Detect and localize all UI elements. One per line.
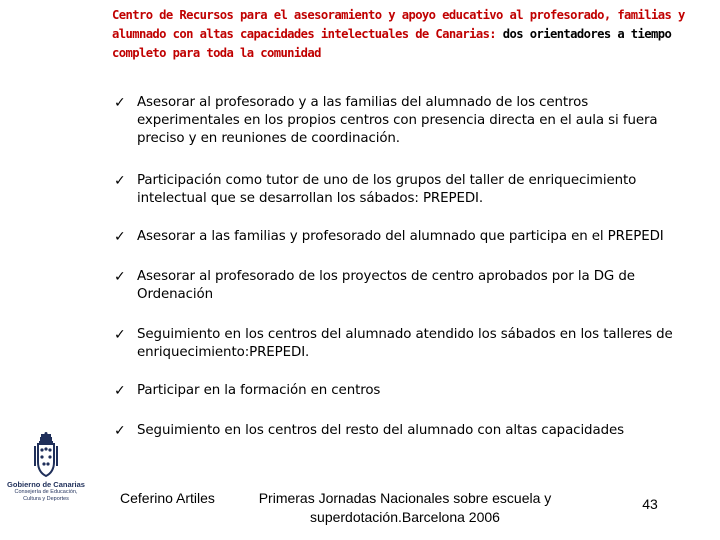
- sidebar: [0, 0, 95, 540]
- checkmark-icon: ✓: [114, 269, 126, 285]
- list-item-text: Seguimiento en los centros del alumnado atendido los sábados en los talleres de enriquecimiento:PREPEDI.: [137, 327, 673, 360]
- list-item-text: Participar en la formación en centros: [137, 383, 381, 398]
- logo-subtitle-line1: Consejería de Educación,: [14, 489, 78, 495]
- checkmark-icon: ✓: [114, 327, 126, 343]
- footer-event: [250, 489, 560, 527]
- coat-of-arms-icon: [33, 432, 59, 478]
- checkmark-icon: ✓: [114, 383, 126, 399]
- heading-red-text: Centro de Recursos para el asesoramiento y apoyo educativo al profesorado, familias y alumnado con altas capacidades intelectuales de Canarias:: [112, 8, 685, 41]
- checkmark-icon: ✓: [114, 95, 126, 111]
- page-number: 43: [642, 496, 658, 512]
- list-item-text: Participación como tutor de uno de los grupos del taller de enriquecimiento intelectual que se desarrollan los sábados: PREPEDI.: [137, 173, 637, 206]
- gobierno-canarias-logo: [4, 432, 88, 510]
- logo-subtitle-line2: Cultura y Deportes: [23, 496, 69, 502]
- checkmark-icon: ✓: [114, 173, 126, 189]
- heading-red-end-text: completo para toda la comunidad: [112, 46, 321, 60]
- list-item-text: Asesorar al profesorado y a las familias del alumnado de los centros experimentales en los propios centros con presencia directa en el aula si fuera preciso y en reuniones de coordinación.: [137, 95, 658, 146]
- list-item-text: Asesorar al profesorado de los proyectos de centro aprobados por la DG de Ordenación: [137, 269, 635, 302]
- heading-dark-text: dos orientadores a tiempo: [502, 27, 672, 41]
- slide-heading: [112, 6, 692, 63]
- footer-event-line1: Primeras Jornadas Nacionales sobre escuela y: [258, 490, 552, 506]
- checkmark-icon: ✓: [114, 229, 126, 245]
- footer-author: Ceferino Artiles: [120, 490, 215, 506]
- list-item-text: Seguimiento en los centros del resto del alumnado con altas capacidades: [137, 423, 624, 438]
- logo-title: Gobierno de Canarias: [7, 480, 85, 489]
- list-item-text: Asesorar a las familias y profesorado del alumnado que participa en el PREPEDI: [137, 229, 664, 244]
- footer-event-line2: superdotación.Barcelona 2006: [310, 509, 500, 525]
- checkmark-icon: ✓: [114, 423, 126, 439]
